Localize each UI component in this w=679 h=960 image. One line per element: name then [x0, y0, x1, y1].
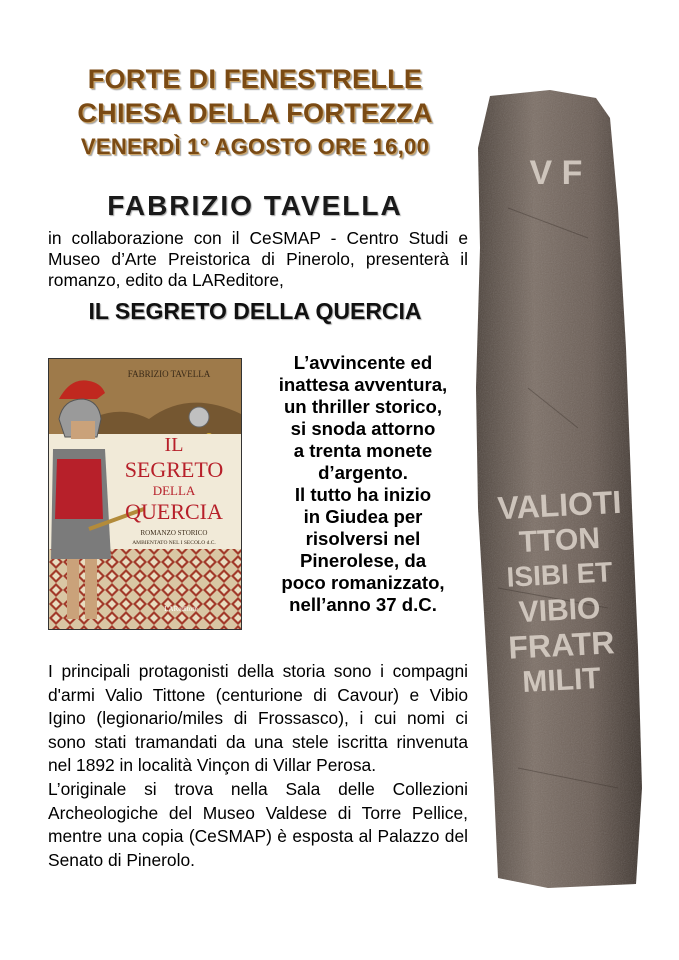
stele-inscription-line: TTON: [518, 521, 601, 560]
synopsis-line: a trenta monete: [293, 440, 433, 461]
author-name: FABRIZIO TAVELLA: [107, 190, 403, 221]
body-paragraph-1: I principali protagonisti della storia sono i compagni d'armi Valio Tittone (centurione di Cavour) e Vibio Igino (legionario/miles di Frossasco), i cui nomi ci sono stati tramandati da una stele iscritta rinvenuta nel 1892 in località Vinçon di Villar Perosa.: [48, 661, 468, 776]
synopsis-line: nell’anno 37 d.C.: [289, 594, 437, 615]
stele-inscription-line: MILIT: [521, 661, 602, 700]
stele-inscription-line: ISIBI ET: [505, 556, 614, 593]
synopsis-line: L’avvincente ed: [293, 352, 433, 373]
stele-image: [468, 88, 652, 890]
book-cover-art: [49, 359, 241, 629]
synopsis-line: d’argento.: [318, 462, 408, 483]
cover-subtitle-2: AMBIENTATO NEL I SECOLO d.C.: [132, 540, 216, 546]
stele-top-letters: V F: [529, 154, 583, 192]
synopsis-line: Pinerolese, da: [299, 550, 427, 571]
cover-title-1: IL: [164, 434, 184, 456]
cover-subtitle-1: ROMANZO STORICO: [140, 529, 208, 537]
synopsis-line: in Giudea per: [303, 506, 423, 527]
event-date: VENERDÌ 1° AGOSTO ORE 16,00: [80, 134, 430, 159]
book-cover: [48, 358, 242, 630]
synopsis: [258, 352, 468, 616]
cover-author: FABRIZIO TAVELLA: [127, 369, 211, 379]
book-title: IL SEGRETO DELLA QUERCIA: [88, 298, 422, 324]
cover-title-2: SEGRETO: [124, 457, 224, 482]
synopsis-line: poco romanizzato,: [281, 572, 445, 593]
intro-text: in collaborazione con il CeSMAP - Centro Studi e Museo d’Arte Preistorica di Pinerolo, presenterà il romanzo, edito da LAReditore,: [48, 228, 468, 290]
body-text: [48, 660, 468, 872]
synopsis-line: un thriller storico,: [283, 396, 443, 417]
synopsis-line: si snoda attorno: [290, 418, 436, 439]
stele-inscription-line: VIBIO: [517, 591, 602, 630]
synopsis-line: inattesa avventura,: [278, 374, 448, 395]
synopsis-line: risolversi nel: [305, 528, 421, 549]
stele-inscription-line: VALIOTI: [496, 483, 623, 527]
body-paragraph-2: L’originale si trova nella Sala delle Collezioni Archeologiche del Museo Valdese di Torre Pellice, mentre una copia (CeSMAP) è esposta al Palazzo del Senato di Pinerolo.: [48, 778, 468, 870]
cover-publisher: LAReditore: [164, 605, 198, 613]
event-header: [40, 62, 470, 164]
venue-title: FORTE DI FENESTRELLE: [87, 64, 423, 94]
stele-inscription-line: FRATR: [507, 624, 616, 666]
cover-title-3: DELLA: [152, 483, 196, 498]
synopsis-line: Il tutto ha inizio: [294, 484, 432, 505]
location-subtitle: CHIESA DELLA FORTEZZA: [77, 98, 433, 128]
cover-title-4: QUERCIA: [125, 499, 223, 524]
